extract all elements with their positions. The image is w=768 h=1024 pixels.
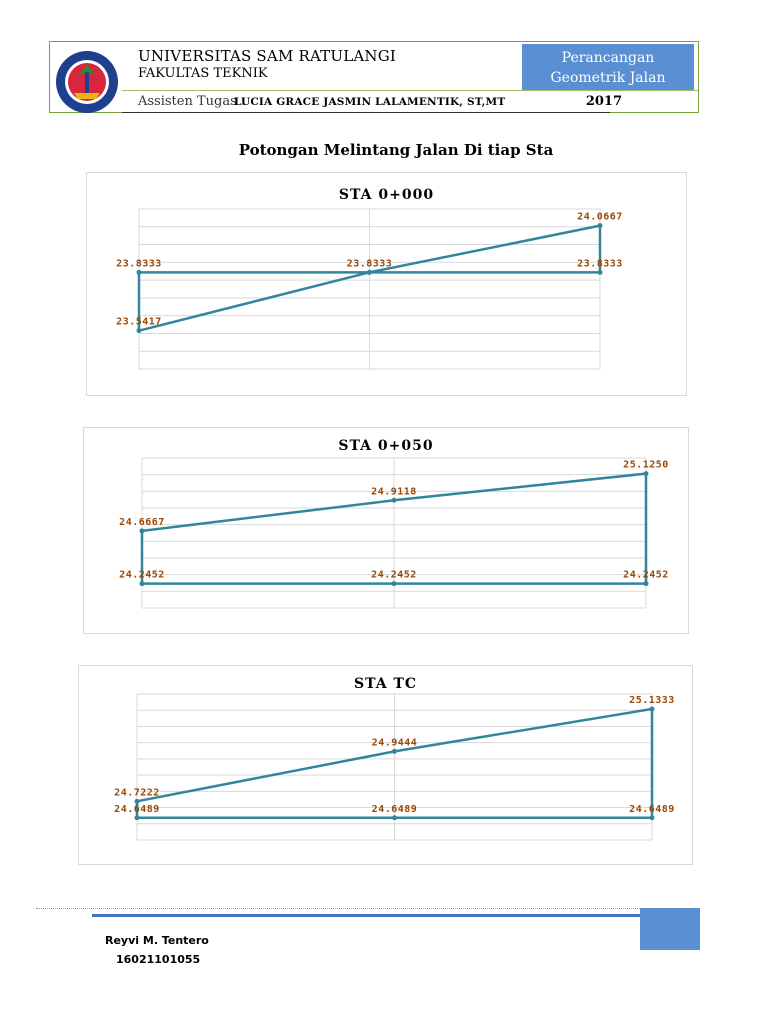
footer-accent-box: [640, 908, 700, 950]
data-point: [392, 581, 397, 586]
course-title-line2: Geometrik Jalan: [550, 70, 666, 86]
data-label: 23.5417: [116, 316, 162, 328]
data-point: [392, 498, 397, 503]
data-label: 24.7222: [114, 787, 160, 799]
data-point: [135, 815, 140, 820]
faculty-name: FAKULTAS TEKNIK: [138, 66, 268, 81]
university-logo: [54, 49, 120, 115]
data-point: [598, 270, 603, 275]
assistant-label: Assisten Tugas :: [138, 94, 246, 109]
data-point: [644, 581, 649, 586]
data-point: [137, 328, 142, 333]
chart-sta-tc: [78, 665, 693, 865]
document-header: [49, 41, 699, 113]
chart-sta-0-000: [86, 172, 687, 396]
page-title: Potongan Melintang Jalan Di tiap Sta: [238, 141, 554, 159]
university-name: UNIVERSITAS SAM RATULANGI: [138, 47, 397, 65]
assistant-underline: [122, 112, 610, 113]
year: 2017: [585, 94, 622, 109]
chart-sta-0-050: [83, 427, 689, 634]
data-point: [392, 749, 397, 754]
chart-plot: [84, 428, 690, 635]
data-point: [140, 528, 145, 533]
data-label: 24.6667: [119, 516, 165, 528]
data-label: 23.8333: [346, 258, 393, 270]
chart-plot: [79, 666, 694, 866]
data-label: 25.1250: [623, 459, 669, 471]
footer-dotted-rule: [36, 908, 640, 909]
chart-title: STA TC: [353, 676, 418, 692]
assistant-row: [122, 90, 698, 113]
data-point: [650, 815, 655, 820]
author-name: Reyvi M. Tentero: [105, 934, 209, 947]
data-point: [650, 706, 655, 711]
data-point: [644, 471, 649, 476]
data-label: 23.8333: [116, 258, 162, 270]
data-label: 25.1333: [629, 694, 675, 706]
data-label: 24.9444: [371, 737, 418, 749]
assistant-name: LUCIA GRACE JASMIN LALAMENTIK, ST,MT: [234, 96, 506, 108]
data-label: 24.2452: [623, 569, 669, 581]
data-label: 24.6489: [629, 803, 675, 815]
data-label: 24.0667: [577, 211, 623, 223]
student-id: 16021101055: [116, 953, 201, 966]
footer-rule: [92, 914, 640, 917]
course-title-box: [522, 44, 694, 90]
data-label: 24.6489: [371, 803, 418, 815]
data-label: 24.6489: [114, 803, 160, 815]
course-title-line1: Perancangan: [561, 50, 655, 66]
chart-title: STA 0+000: [338, 187, 435, 203]
data-point: [367, 270, 372, 275]
chart-title: STA 0+050: [338, 438, 434, 454]
data-label: 24.9118: [371, 486, 417, 498]
data-point: [392, 815, 397, 820]
data-point: [137, 270, 142, 275]
data-point: [140, 581, 145, 586]
chart-plot: [87, 173, 688, 397]
data-label: 23.8333: [577, 258, 623, 270]
data-point: [598, 223, 603, 228]
data-label: 24.2452: [371, 569, 417, 581]
data-label: 24.2452: [119, 569, 165, 581]
